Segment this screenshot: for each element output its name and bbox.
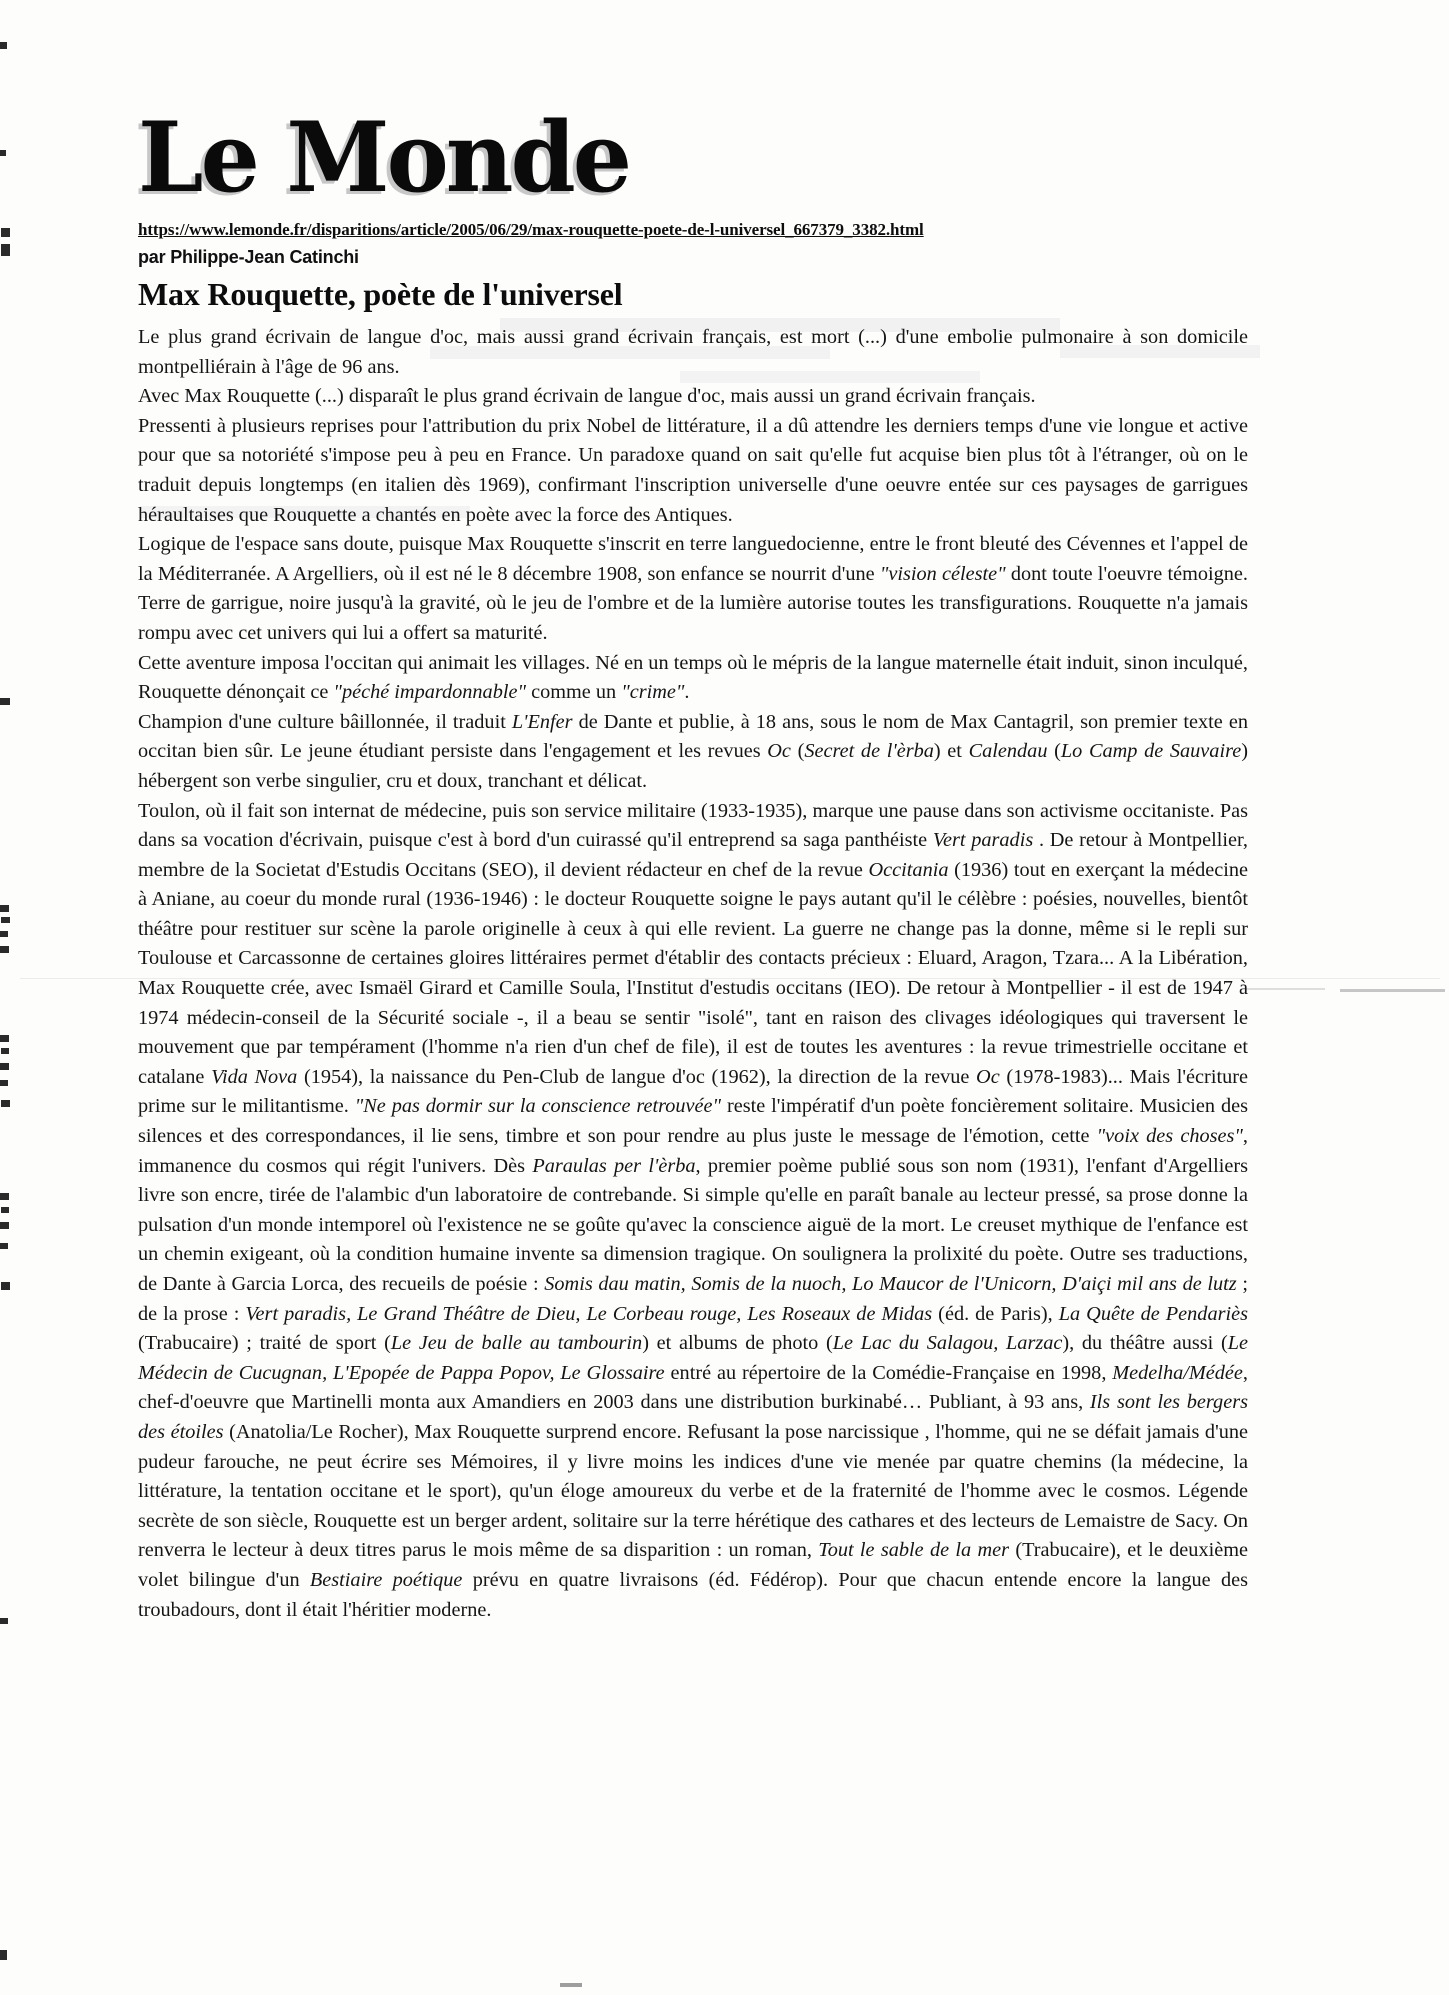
text-run: , immanence du cosmos qui régit l'univers. Dès bbox=[138, 1125, 1248, 1177]
text-run: , premier poème publié sous son nom (1931), l'enfant d'Argelliers livre son encre, tirée de l'alambic d'un laboratoire de contrebande. Si simple qu'elle en paraît banale au lecteur pressé, sa prose donne la pulsation d'un monde intemporel où l'existence ne se goûte qu'avec la conscience aiguë de la mort. Le creuset mythique de l'enfance est un chemin exigeant, où la condition humaine invente sa dimension tragique. On soulignera la prolixité du poète. Outre ses traductions, de Dante à Garcia Lorca, des recueils de poésie : bbox=[138, 1154, 1248, 1295]
italic-text-run: Bestiaire poétique bbox=[309, 1568, 463, 1591]
text-run: dont toute l'oeuvre témoigne. Terre de garrigue, noire jusqu'à la gravité, où le jeu de l'ombre et de la lumière autorise toutes les transfigurations. Rouquette n'a jamais rompu avec cet univers qui lui a offert sa maturité. bbox=[138, 562, 1248, 644]
text-run: de Dante et publie, à 18 ans, sous le nom de Max Cantagril, son premier texte en occitan bien sûr. Le jeune étudiant persiste dans l'engagement et les revues bbox=[138, 710, 1248, 763]
scan-edge-mark bbox=[0, 1035, 9, 1042]
scan-edge-mark bbox=[0, 1950, 7, 1960]
text-run: (éd. de Paris), bbox=[932, 1302, 1059, 1325]
scan-edge-mark bbox=[1, 228, 10, 237]
italic-text-run: Le Médecin de Cucugnan, L'Epopée de Pappa Popov, Le Glossaire bbox=[138, 1332, 1249, 1384]
byline: par Philippe-Jean Catinchi bbox=[138, 247, 359, 267]
text-run: comme un bbox=[526, 681, 622, 704]
italic-text-run: Le Lac du Salagou, Larzac bbox=[832, 1332, 1063, 1355]
article-body bbox=[138, 323, 1248, 1625]
text-run: ; de la prose : bbox=[138, 1273, 1248, 1325]
italic-text-run: Calendau bbox=[968, 740, 1048, 763]
text-run: Champion d'une culture bâillonnée, il traduit bbox=[138, 710, 512, 733]
italic-text-run: Oc bbox=[976, 1065, 1000, 1088]
article-paragraph bbox=[138, 412, 1248, 530]
scan-edge-mark bbox=[0, 698, 10, 705]
italic-text-run: Ils sont les bergers des étoiles bbox=[138, 1391, 1248, 1443]
text-run: entré au répertoire de la Comédie-Française en 1998, bbox=[664, 1361, 1113, 1384]
italic-text-run: Vert paradis, Le Grand Théâtre de Dieu, Le Corbeau rouge, Les Roseaux de Midas bbox=[245, 1302, 933, 1325]
article-paragraph bbox=[138, 797, 1248, 1626]
text-run: (1936) tout en exerçant la médecine à Aniane, au coeur du monde rural (1936-1946) : le docteur Rouquette soigne le pays autant qu'il le célèbre : poésies, nouvelles, bientôt théâtre pour restituer sur scène la parole originelle à ceux à qui elle revient. La guerre ne change pas la donne, même si le repli sur Toulouse et Carcassonne de certaines gloires littéraires permet d'établir des contacts précieux : Eluard, Aragon, Tzara... A la Libération, Max Rouquette crée, avec Ismaël Girard et Camille Soula, l'Institut d'estudis occitans (IEO). De retour à Montpellier - il est de 1947 à 1974 médecin-conseil de la Sécurité sociale -, il a beau se sentir "isolé", tant en raison des clivages idéologiques qui traversent le mouvement que par tempérament (l'homme n'a rien d'un chef de file), il est de toutes les aventures : la revue trimestrielle occitane et catalane bbox=[138, 858, 1249, 1088]
article-url-link[interactable]: https://www.lemonde.fr/disparitions/article/2005/06/29/max-rouquette-poete-de-l-universel_667379_3382.html bbox=[138, 220, 924, 239]
lemonde-logo: Le Monde bbox=[138, 101, 630, 214]
scan-edge-mark bbox=[0, 150, 6, 156]
text-run: (1954), la naissance du Pen-Club de langue d'oc (1962), la direction de la revue bbox=[297, 1065, 977, 1088]
italic-text-run: "vision céleste" bbox=[879, 562, 1006, 585]
text-run: Logique de l'espace sans doute, puisque Max Rouquette s'inscrit en terre languedocienne, entre le front bleuté des Cévennes et l'appel de la Méditerranée. A Argelliers, où il est né le 8 décembre 1908, son enfance se nourrit d'une bbox=[138, 533, 1248, 585]
scan-edge-mark bbox=[0, 946, 9, 953]
italic-text-run: "Ne pas dormir sur la conscience retrouvée" bbox=[354, 1095, 722, 1118]
italic-text-run: "voix des choses" bbox=[1096, 1125, 1243, 1148]
scan-edge-mark bbox=[0, 42, 7, 49]
italic-text-run: La Quête de Pendariès bbox=[1058, 1302, 1249, 1325]
article-paragraph bbox=[138, 323, 1248, 382]
article-title: Max Rouquette, poète de l'universel bbox=[138, 276, 623, 312]
italic-text-run: Vida Nova bbox=[211, 1065, 298, 1088]
article-page bbox=[138, 0, 1248, 1625]
text-run: (Trabucaire) ; traité de sport ( bbox=[138, 1332, 391, 1355]
italic-text-run: "crime" bbox=[621, 681, 685, 704]
italic-text-run: L'Enfer bbox=[511, 710, 573, 733]
italic-text-run: Oc bbox=[767, 740, 791, 763]
text-run: ) et bbox=[933, 740, 969, 763]
text-run: . De retour à Montpellier, membre de la Societat d'Estudis Occitans (SEO), il devient rédacteur en chef de la revue bbox=[138, 829, 1248, 881]
italic-text-run: Tout le sable de la mer bbox=[818, 1539, 1010, 1562]
scan-edge-mark bbox=[1, 917, 10, 923]
text-run: ( bbox=[790, 740, 805, 763]
scan-edge-mark bbox=[0, 905, 9, 912]
text-run: Pressenti à plusieurs reprises pour l'attribution du prix Nobel de littérature, il a dû attendre les derniers temps d'une vie longue et active pour que sa notoriété s'impose peu à peu en France. Un paradoxe quand on sait qu'elle fut acquise bien plus tôt à l'étranger, où on le traduit depuis longtemps (en italien dès 1969), confirmant l'inscription universelle d'une oeuvre entée sur ces paysages de garrigues héraultaises que Rouquette a chantés en poète avec la force des Antiques. bbox=[138, 414, 1248, 526]
italic-text-run: Somis dau matin, Somis de la nuoch, Lo Maucor de l'Unicorn, D'aiçi mil ans de lutz bbox=[544, 1273, 1237, 1295]
italic-text-run: Occitania bbox=[868, 858, 949, 881]
scan-edge-mark bbox=[1, 244, 10, 256]
text-run: Toulon, où il fait son internat de médecine, puis son service militaire (1933-1935), marque une pause dans son activisme occitaniste. Pas dans sa vocation d'écrivain, puisque c'est à bord d'un cuirassé qu'il entreprend sa saga panthéiste bbox=[138, 799, 1248, 852]
text-run: (1978-1983)... Mais l'écriture prime sur le militantisme. bbox=[138, 1065, 1248, 1118]
italic-text-run: Secret de l'èrba bbox=[804, 740, 934, 763]
scan-smudge bbox=[1245, 988, 1325, 990]
scan-edge-mark bbox=[0, 1222, 9, 1229]
text-run: ( bbox=[1047, 740, 1061, 763]
italic-text-run: "péché impardonnable" bbox=[333, 681, 526, 704]
text-run: Cette aventure imposa l'occitan qui animait les villages. Né en un temps où le mépris de la langue maternelle était induit, sinon inculqué, Rouquette dénonçait ce bbox=[138, 651, 1248, 704]
scan-edge-mark bbox=[1, 1048, 9, 1054]
scan-edge-mark bbox=[0, 931, 8, 937]
text-run: (Anatolia/Le Rocher), Max Rouquette surprend encore. Refusant la pose narcissique , l'homme, qui ne se défait jamais d'une pudeur farouche, ne peut écrire ses Mémoires, il y livre moins les indices d'une vie menée par quatre chemins (la médecine, la littérature, la tentation occitane et le sport), qu'un éloge amoureux du verbe et de la fraternité de l'homme avec le cosmos. Légende secrète de son siècle, Rouquette est un berger ardent, solitaire sur la terre hérétique des cathares et des lecteurs de Lemaistre de Sacy. On renverra le lecteur à deux titres parus le mois même de sa disparition : un roman, bbox=[138, 1420, 1249, 1562]
italic-text-run: Le Jeu de balle au tambourin bbox=[390, 1332, 643, 1355]
italic-text-run: Vert paradis bbox=[932, 829, 1034, 852]
italic-text-run: Medelha/Médée bbox=[1112, 1361, 1243, 1384]
text-run: ), du théâtre aussi ( bbox=[1062, 1332, 1228, 1355]
text-run: Avec Max Rouquette (...) disparaît le plus grand écrivain de langue d'oc, mais aussi un grand écrivain français. bbox=[138, 385, 1036, 408]
text-run: reste l'impératif d'un poète foncièrement solitaire. Musicien des silences et des correspondances, il lie sens, timbre et son pour rendre au plus juste le message de l'émotion, cette bbox=[138, 1095, 1248, 1148]
text-run: ) hébergent son verbe singulier, cru et doux, tranchant et délicat. bbox=[138, 740, 1248, 792]
scan-edge-mark bbox=[1, 1282, 10, 1290]
scan-edge-mark bbox=[0, 1193, 9, 1200]
italic-text-run: Paraulas per l'èrba bbox=[532, 1154, 696, 1177]
article-paragraph bbox=[138, 382, 1248, 412]
article-paragraph bbox=[138, 708, 1248, 797]
scan-smudge bbox=[560, 1983, 582, 1987]
text-run: Le plus grand écrivain de langue d'oc, mais aussi grand écrivain français, est mort (...) d'une embolie pulmonaire à son domicile montpelliérain à l'âge de 96 ans. bbox=[138, 326, 1248, 378]
text-run: (Trabucaire), et le deuxième volet bilingue d'un bbox=[138, 1539, 1249, 1591]
scan-smudge bbox=[1340, 989, 1445, 992]
text-run: ) et albums de photo ( bbox=[642, 1332, 833, 1355]
italic-text-run: Lo Camp de Sauvaire bbox=[1060, 740, 1242, 763]
scan-edge-mark bbox=[0, 1063, 9, 1070]
url-line bbox=[138, 220, 1248, 240]
scan-edge-mark bbox=[0, 1243, 8, 1249]
text-run: , chef-d'oeuvre que Martinelli monta aux Amandiers en 2003 dans une distribution burkinabé… Publiant, à 93 ans, bbox=[138, 1361, 1248, 1414]
text-run: prévu en quatre livraisons (éd. Fédérop). Pour que chacun entende encore la langue des troubadours, dont il était l'héritier moderne. bbox=[138, 1568, 1248, 1621]
scan-edge-mark bbox=[0, 1080, 8, 1086]
article-paragraph bbox=[138, 649, 1248, 708]
scan-edge-mark bbox=[1, 1100, 10, 1107]
scan-edge-mark bbox=[0, 1618, 8, 1624]
text-run: . bbox=[684, 681, 690, 704]
scan-edge-mark bbox=[1, 1207, 9, 1213]
article-paragraph bbox=[138, 530, 1248, 648]
